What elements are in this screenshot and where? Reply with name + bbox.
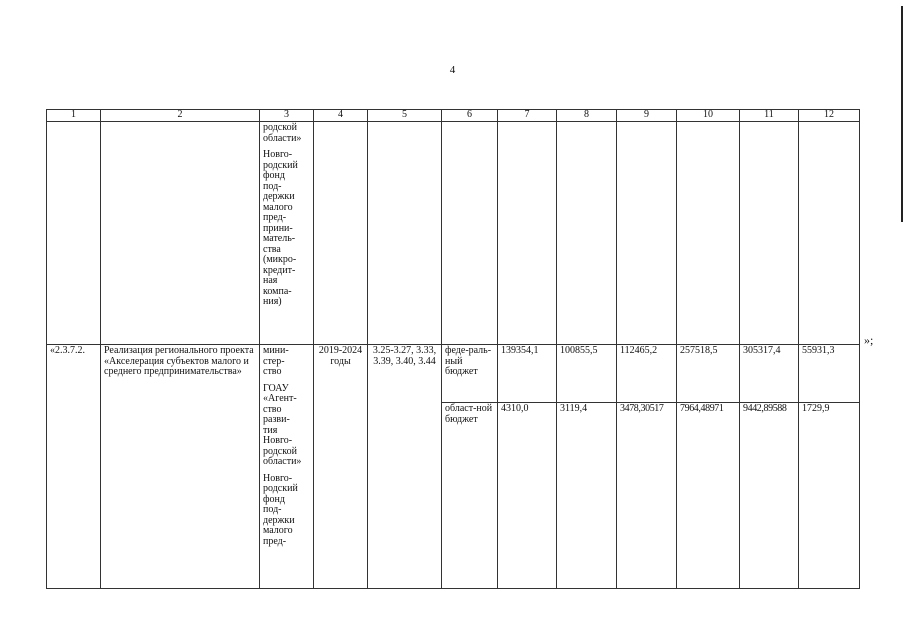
item-indicators: 3.25-3.27, 3.33, 3.39, 3.40, 3.44 <box>368 345 442 589</box>
executor-cell <box>260 345 314 589</box>
funding-source: феде-раль-ный бюджет <box>442 345 498 403</box>
executor-line: ная <box>263 275 278 286</box>
column-header: 2 <box>101 110 260 122</box>
column-header: 8 <box>557 110 617 122</box>
executor-line: родской <box>263 122 297 133</box>
executor-line: держки <box>263 514 295 526</box>
column-header: 3 <box>260 110 314 122</box>
funding-value: 3119,4 <box>557 403 617 589</box>
executor-line: под- <box>263 180 282 192</box>
executor-line: разви- <box>263 414 290 425</box>
executor-line: держки <box>263 191 295 202</box>
item-name: Реализация регионального проекта «Акселерация субъектов малого и среднего предпринимательства» <box>101 345 260 589</box>
executor-line: родский <box>263 483 298 494</box>
executor-line: пред- <box>263 535 287 547</box>
executor-line: матель- <box>263 233 296 244</box>
executor-line: ства <box>263 243 281 255</box>
executor-line: (микро- <box>263 254 297 265</box>
executor-line: фонд <box>263 493 285 505</box>
executor-line: Новго- <box>263 149 293 160</box>
funding-source: област-ной бюджет <box>442 403 498 589</box>
executor-line: фонд <box>263 170 285 181</box>
executor-line: ГОАУ <box>263 382 289 394</box>
column-header: 7 <box>498 110 557 122</box>
column-header: 5 <box>368 110 442 122</box>
funding-value: 139354,1 <box>498 345 557 403</box>
executor-line: мини- <box>263 345 289 356</box>
executor-line: родской <box>263 445 297 457</box>
executor-cell <box>260 122 314 345</box>
funding-value: 4310,0 <box>498 403 557 589</box>
column-header: 12 <box>799 110 860 122</box>
executor-line: Новго- <box>263 472 293 484</box>
funding-value: 100855,5 <box>557 345 617 403</box>
column-number-row <box>47 110 860 122</box>
funding-value: 1729,9 <box>799 403 860 589</box>
executor-line: прини- <box>263 222 293 234</box>
column-header: 11 <box>740 110 799 122</box>
funding-value: 7964,48971 <box>677 403 740 589</box>
executor-line: малого <box>263 201 293 213</box>
funding-value: 305317,4 <box>740 345 799 403</box>
executor-line: компа- <box>263 285 292 297</box>
executor-line: кредит- <box>263 264 296 276</box>
funding-value: 55931,3 <box>799 345 860 403</box>
item-row-federal <box>47 345 860 403</box>
continuation-row <box>47 122 860 345</box>
executor-line: области» <box>263 456 302 467</box>
page-number: 4 <box>449 64 456 76</box>
column-header: 4 <box>314 110 368 122</box>
margin-rule <box>901 6 903 222</box>
executor-line: тия <box>263 424 278 436</box>
executor-line: ство <box>263 366 282 377</box>
executor-line: под- <box>263 504 282 515</box>
funding-table <box>46 109 860 589</box>
item-number: «2.3.7.2. <box>47 345 101 589</box>
executor-line: ния) <box>263 296 282 307</box>
executor-line: ство <box>263 403 282 415</box>
executor-line: «Агент- <box>263 393 297 404</box>
executor-line: области» <box>263 132 302 144</box>
executor-line: родский <box>263 159 298 171</box>
column-header: 6 <box>442 110 498 122</box>
executor-line: Новго- <box>263 435 293 446</box>
item-period: 2019-2024 годы <box>314 345 368 589</box>
funding-value: 3478,30517 <box>617 403 677 589</box>
funding-value: 257518,5 <box>677 345 740 403</box>
column-header: 9 <box>617 110 677 122</box>
executor-line: пред- <box>263 212 287 223</box>
funding-value: 9442,89588 <box>740 403 799 589</box>
executor-line: малого <box>263 525 293 536</box>
closing-quote-mark: »; <box>864 333 874 347</box>
executor-line: стер- <box>263 355 285 367</box>
column-header: 1 <box>47 110 101 122</box>
funding-value: 112465,2 <box>617 345 677 403</box>
column-header: 10 <box>677 110 740 122</box>
